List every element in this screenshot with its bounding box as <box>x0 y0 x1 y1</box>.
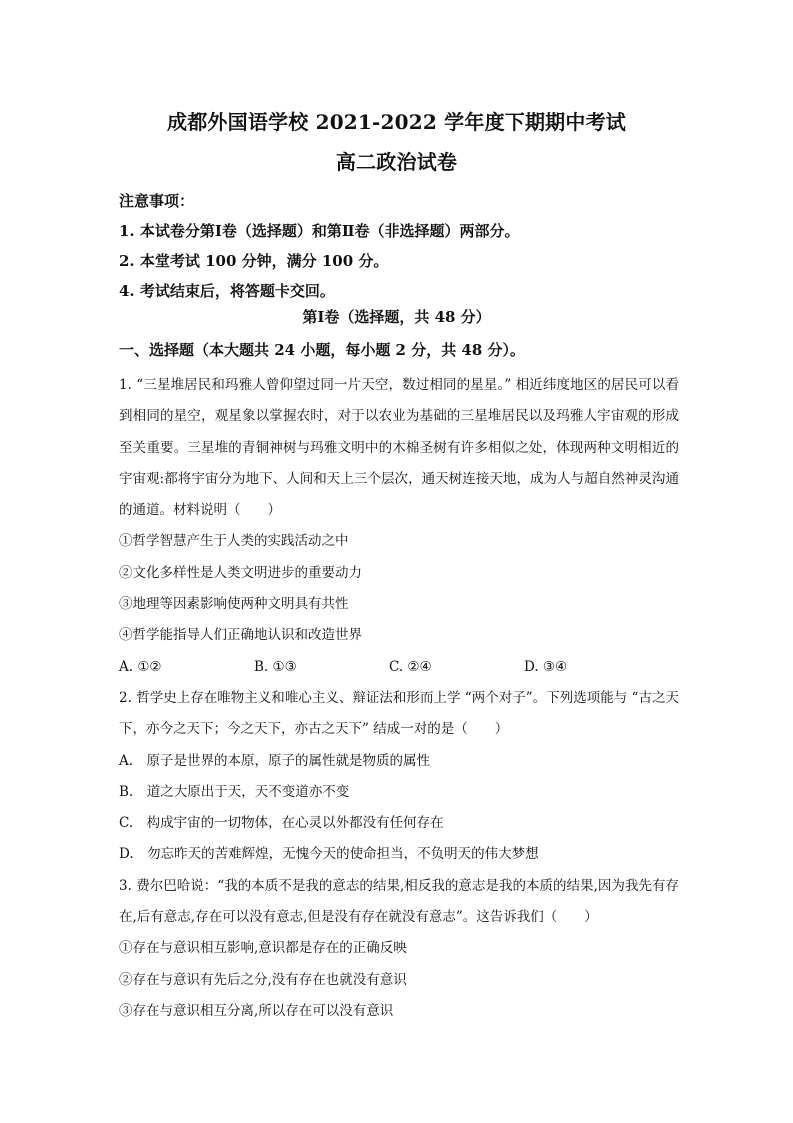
answer-options <box>119 652 659 683</box>
statement: ②存在与意识有先后之分,没有存在也就没有意识 <box>119 971 407 988</box>
statement: ①存在与意识相互影响,意识都是存在的正确反映 <box>119 940 407 957</box>
statement: ①哲学智慧产生于人类的实践活动之中 <box>119 533 349 550</box>
option-c: C. ②④ <box>389 658 432 675</box>
question-1 <box>119 370 679 683</box>
question-stem: 3. 费尔巴哈说：“我的本质不是我的意志的结果,相反我的意志是我的本质的结果,因为我先有存在,后有意志,存在可以没有意志,但是没有存在就没有意志”。这告诉我们（ ） <box>119 877 679 926</box>
statement: ③存在与意识相互分离,所以存在可以没有意识 <box>119 1002 394 1019</box>
exam-title: 成都外国语学校 2021-2022 学年度下期期中考试 <box>167 110 626 134</box>
statement: ④哲学能指导人们正确地认识和改造世界 <box>119 627 362 644</box>
option-a: A. 原子是世界的本原，原子的属性就是物质的属性 <box>119 752 431 769</box>
section-title: 第Ⅰ卷（选择题，共 48 分） <box>302 308 491 326</box>
option-c: C. 构成宇宙的一切物体，在心灵以外都没有任何存在 <box>119 815 444 832</box>
notice-heading: 注意事项： <box>119 192 195 210</box>
statement: ③地理等因素影响使两种文明具有共性 <box>119 596 349 613</box>
option-d: D. 勿忘昨天的苦难辉煌，无愧今天的使命担当，不负明天的伟大梦想 <box>119 846 539 863</box>
option-d: D. ③④ <box>524 658 568 675</box>
notice-section <box>119 186 679 306</box>
option-b: B. ①③ <box>254 658 297 675</box>
option-b: B. 道之大原出于天，天不变道亦不变 <box>119 783 350 800</box>
part-title: 一、选择题（本大题共 24 小题，每小题 2 分，共 48 分）。 <box>119 341 526 359</box>
question-stem: 2. 哲学史上存在唯物主义和唯心主义、辩证法和形而上学 “两个对子”。下列选项能与 “古之天下，亦今之天下；今之天下，亦古之天下” 结成一对的是（ ） <box>119 689 679 738</box>
question-2 <box>119 683 679 871</box>
option-a: A. ①② <box>119 658 162 675</box>
questions-content <box>119 370 679 1027</box>
question-stem: 1. “三星堆居民和玛雅人曾仰望过同一片天空，数过相同的星星。” 相近纬度地区的居民可以看到相同的星空，观星象以掌握农时，对于以农业为基础的三星堆居民以及玛雅人宇宙观的形成至关重要。三星堆的青铜神树与玛雅文明中的木棉圣树有许多相似之处，体现两种文明相近的宇宙观:都将宇宙分为地下、人间和天上三个层次，通天树连接天地，成为人与超自然神灵沟通的通道。材料说明（ ） <box>119 377 679 519</box>
exam-subtitle: 高二政治试卷 <box>335 150 458 174</box>
statement: ②文化多样性是人类文明进步的重要动力 <box>119 564 362 581</box>
notice-item: 4. 考试结束后，将答题卡交回。 <box>119 282 335 300</box>
notice-item: 1. 本试卷分第Ⅰ卷（选择题）和第Ⅱ卷（非选择题）两部分。 <box>119 222 520 240</box>
question-3 <box>119 871 679 1027</box>
notice-item: 2. 本堂考试 100 分钟，满分 100 分。 <box>119 252 389 270</box>
